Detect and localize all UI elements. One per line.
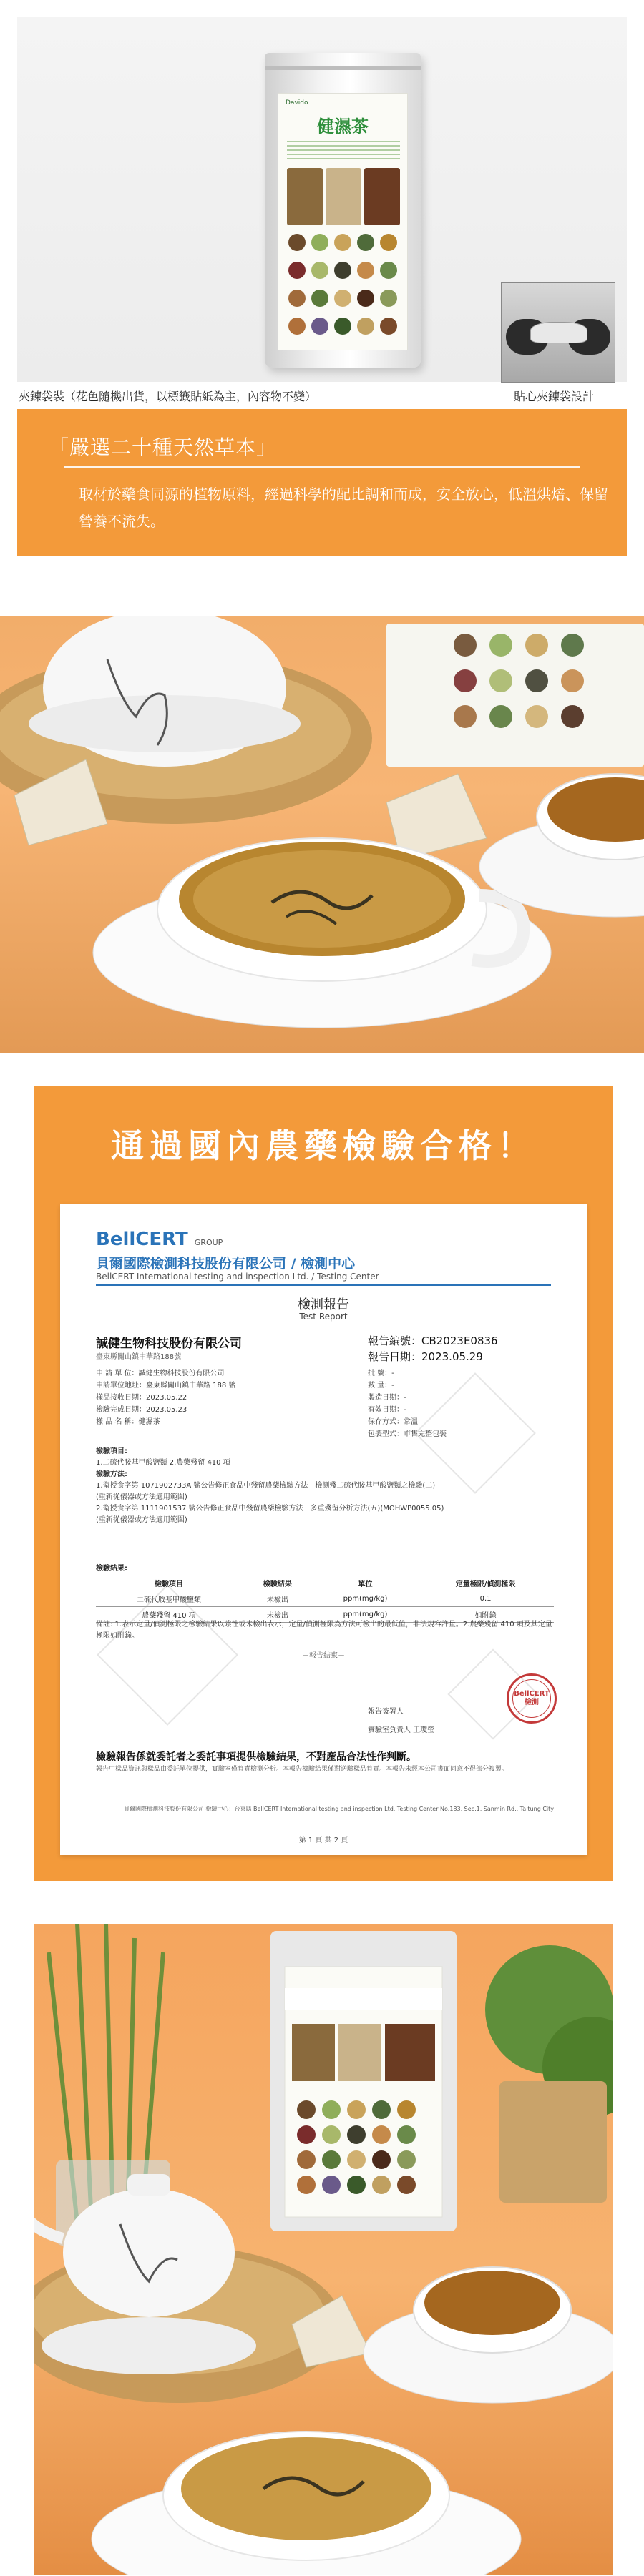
company-name-en: BellCERT International testing and inspection Ltd. / Testing Center: [96, 1272, 379, 1282]
report-title-en: Test Report: [299, 1312, 348, 1322]
meta-line: 數 量：-: [368, 1382, 394, 1390]
remark: 備註: 1.表示定量/偵測極限之檢驗結果以陰性或未檢出表示，定量/偵測極限為方法可檢出的最低值，非法規容許量。2.農藥殘留 410 項及其定量極限如附錄。: [96, 1621, 552, 1640]
tea-scene-illustration: [0, 616, 644, 1053]
meta-line: 包裝型式：市售完整包裝: [368, 1430, 447, 1438]
product-tea-photo: [34, 1924, 613, 2575]
seal-inner: BellCERT 檢測: [512, 1679, 551, 1718]
disclaimer-notice: 檢驗報告係就委託者之委託事項提供檢驗結果，不對產品合法性作判斷。: [96, 1751, 416, 1763]
bag-photos: [287, 168, 400, 225]
sample-info-left: [96, 1367, 235, 1428]
item-line: (重新從儀器或方法適用範圍): [96, 1493, 187, 1501]
report-number: 報告編號：CB2023E0836: [368, 1334, 498, 1347]
report-section: [34, 1086, 613, 1881]
feature-banner: [17, 409, 627, 556]
meta-line: 申請單位地址：臺東縣關山鎮中華路 188 號: [96, 1382, 236, 1390]
col-header: 單位: [313, 1575, 417, 1591]
bag-label: [278, 93, 408, 350]
zipper-detail-photo: [501, 282, 615, 383]
table-header-row: [96, 1575, 554, 1591]
report-signatory: 報告簽署人: [368, 1708, 404, 1716]
item-line: (重新從儀器或方法適用範圍): [96, 1516, 187, 1524]
report-end: －報告結束－: [302, 1652, 345, 1660]
report-title-zh: 檢測報告: [298, 1297, 349, 1312]
col-header: 檢驗項目: [96, 1575, 242, 1591]
bag-product-name: 健濕茶: [317, 117, 369, 137]
bag-caption: 夾鍊袋裝（花色隨機出貨，以標籤貼紙為主，內容物不變）: [19, 390, 317, 403]
item-line: 檢驗方法:: [96, 1470, 127, 1478]
client-name: 誠健生物科技股份有限公司: [96, 1337, 242, 1351]
bag-zipper: [265, 66, 421, 70]
logo-group: GROUP: [194, 1238, 223, 1247]
item-line: 1.衛授食字第 1071902733A 號公告修正食品中殘留農藥檢驗方法－檢測殘二硫代胺基甲酸鹽類之檢驗(二): [96, 1482, 436, 1490]
bellcert-logo: [96, 1229, 223, 1250]
pouch-opening: [530, 322, 587, 343]
client-address: 臺東縣關山鎮中華路188號: [96, 1353, 182, 1361]
table-cell: 未檢出: [242, 1591, 313, 1607]
table-cell: 0.1: [417, 1591, 554, 1607]
col-header: 定量極限/偵測極限: [417, 1575, 554, 1591]
table-cell: 未檢出: [242, 1607, 313, 1623]
meta-line: 樣品接收日期：2023.05.22: [96, 1394, 187, 1402]
meta-line: 保存方式：常溫: [368, 1418, 418, 1426]
bag-description-lines: [287, 141, 400, 162]
table-cell: 農藥殘留 410 項: [96, 1607, 242, 1623]
sample-info-right: [368, 1367, 447, 1440]
zipper-caption: 貼心夾鍊袋設計: [514, 390, 595, 403]
meta-line: 樣 品 名 稱：健濕茶: [96, 1418, 160, 1426]
bag-brand: Davido: [286, 99, 308, 107]
results-label: 檢驗結果:: [96, 1565, 127, 1573]
logo-text: BellCERT: [96, 1229, 188, 1250]
table-cell: 二硫代胺基甲酸鹽類: [96, 1591, 242, 1607]
item-line: 檢驗項目:: [96, 1447, 127, 1455]
item-line: 1.二硫代胺基甲酸鹽類 2.農藥殘留 410 項: [96, 1459, 230, 1467]
fine-print: 報告中樣品資訊與樣品由委託單位提供，實驗室僅負責檢測分析。本報告檢驗結果僅對送驗樣品負責。本報告未經本公司書面同意不得部分複製。: [96, 1766, 509, 1773]
test-items-and-methods: [96, 1446, 554, 1526]
herb-circles: [288, 234, 399, 341]
company-seal: [507, 1673, 557, 1724]
page-number: 第 1 頁 共 2 頁: [298, 1837, 348, 1844]
col-header: 檢驗結果: [242, 1575, 313, 1591]
company-name-zh: 貝爾國際檢測科技股份有限公司 / 檢測中心: [96, 1256, 356, 1272]
header-rule: [96, 1284, 551, 1286]
lab-manager: 實驗室負責人 王瓊瑩: [368, 1726, 435, 1734]
banner-divider: [64, 466, 580, 468]
lab-address: 貝爾國際檢測科技股份有限公司 檢驗中心：台東縣 BellCERT International testing and inspection Ltd. Testing Center No.183, Sec.1, Sanmin Rd., Taitung City: [123, 1806, 554, 1812]
meta-line: 檢驗完成日期：2023.05.23: [96, 1406, 187, 1414]
meta-line: 批 號：-: [368, 1370, 394, 1377]
product-tea-illustration: [34, 1924, 613, 2575]
item-line: 2.衛授食字第 1111901537 號公告修正食品中殘留農藥檢驗方法－多重殘留分析方法(五)(MOHWP0055.05): [96, 1505, 444, 1513]
table-cell: 如附錄: [417, 1607, 554, 1623]
meta-line: 製造日期：-: [368, 1394, 406, 1402]
meta-line: 有效日期：-: [368, 1406, 406, 1414]
product-bag: [265, 53, 421, 368]
report-headline: 通過國內農藥檢驗合格！: [111, 1126, 536, 1165]
test-report-document: [60, 1204, 587, 1855]
report-date: 報告日期：2023.05.29: [368, 1350, 483, 1363]
table-cell: ppm(mg/kg): [313, 1607, 417, 1623]
banner-text: 取材於藥食同源的植物原料，經過科學的配比調和而成，安全放心，低溫烘焙、保留營養不流失。: [79, 486, 608, 530]
table-cell: ppm(mg/kg): [313, 1591, 417, 1607]
product-section: [0, 0, 644, 565]
table-row: [96, 1591, 554, 1607]
tea-lifestyle-photo: [0, 616, 644, 1053]
results-table: [96, 1575, 554, 1623]
meta-line: 申 請 單 位：誠健生物科技股份有限公司: [96, 1370, 225, 1377]
banner-title: 「嚴選二十種天然草本」: [49, 436, 278, 459]
